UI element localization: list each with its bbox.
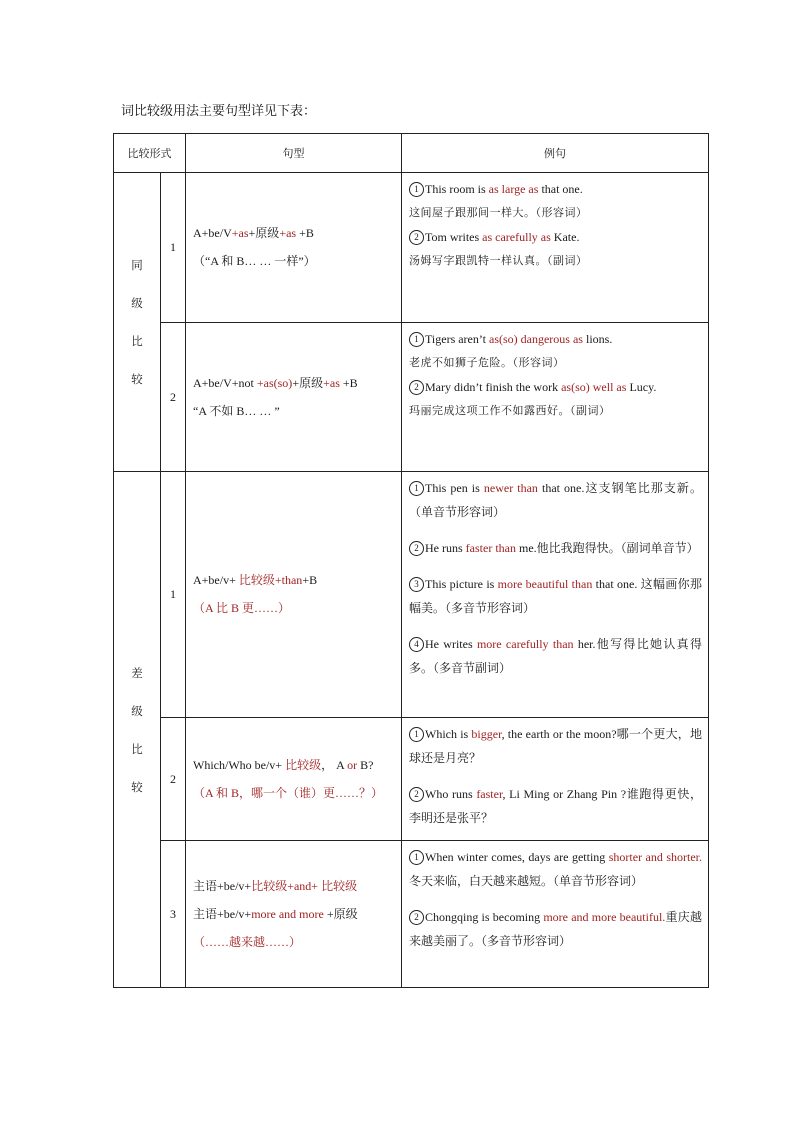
text-run: lions. [582, 332, 613, 346]
pattern-line [193, 224, 395, 243]
pattern-cell [186, 173, 402, 323]
example-cell [402, 718, 709, 841]
group-char: 级 [131, 296, 143, 310]
highlight-text: more and more [251, 906, 324, 921]
example-line [409, 177, 702, 201]
example-line [409, 632, 702, 680]
table-row [114, 472, 709, 718]
text-run: This picture is [425, 577, 498, 591]
circled-number: 1 [409, 850, 424, 865]
text-run: +B [302, 573, 318, 587]
group-char: 差 [131, 665, 143, 680]
pattern-line [193, 571, 395, 590]
row-number: 3 [161, 841, 186, 988]
highlight-text: 比较级 [285, 757, 322, 772]
example-line [409, 572, 702, 620]
text-run: 冬天来临，白天越来越短。（单音节形容词） [409, 874, 644, 888]
circled-number: 4 [409, 637, 424, 652]
text-run: Who runs [425, 787, 477, 801]
group-diff [114, 472, 161, 988]
example-line [409, 249, 702, 273]
circled-number: 1 [409, 727, 424, 742]
group-char: 同 [131, 258, 143, 272]
example-line [409, 399, 702, 423]
text-run: Chongqing is becoming [425, 910, 544, 924]
text-run: +原级 [292, 375, 324, 390]
circled-number: 1 [409, 182, 424, 197]
text-run: +原级 [323, 906, 358, 921]
text-run: 主语+be/v+ [193, 878, 252, 893]
example-cell [402, 323, 709, 472]
highlight-text: +as [279, 226, 297, 240]
text-run: that one. 这幅画你那幅美。（多音节形容词） [409, 577, 703, 615]
example-cell [402, 173, 709, 323]
header-example: 例句 [402, 134, 709, 173]
text-run: 汤姆写字跟凯特一样认真。（副词） [409, 255, 588, 267]
group-char: 比 [131, 334, 143, 348]
group-char: 比 [131, 741, 143, 756]
text-run: Tom writes [425, 230, 483, 244]
text-run: Which/Who be/v+ [193, 757, 286, 772]
example-line [409, 782, 702, 830]
highlight-text: +as [323, 375, 340, 390]
text-run: , the earth or the moon?哪一个更大，地球还是月亮？ [409, 727, 702, 765]
pattern-line [193, 374, 395, 393]
text-run: This room is [425, 182, 489, 196]
text-run: +原级 [248, 226, 280, 240]
example-line [409, 201, 702, 225]
circled-number: 1 [409, 332, 424, 347]
row-number: 1 [161, 472, 186, 718]
circled-number: 2 [409, 541, 424, 556]
highlight-text: （……越来越……） [193, 934, 302, 949]
example-line [409, 536, 702, 560]
highlight-text: as(so) well as [561, 380, 627, 394]
header-row [114, 134, 709, 173]
highlight-text: newer than [483, 481, 538, 495]
highlight-text: faster than [465, 541, 516, 555]
text-run: This pen is [425, 481, 484, 495]
text-run: Which is [425, 727, 472, 741]
text-run: A+be/V+not [193, 375, 257, 390]
pattern-line [193, 756, 395, 775]
text-run: +B [296, 226, 314, 240]
text-run: Mary didn’t finish the work [425, 380, 562, 394]
highlight-text: as large as [488, 182, 539, 196]
table-row [114, 718, 709, 841]
text-run: Tigers aren’t [425, 332, 489, 346]
example-line [409, 375, 702, 399]
text-run: 重庆越来越美丽了。（多音节形容词） [409, 910, 702, 948]
row-number: 1 [161, 173, 186, 323]
circled-number: 2 [409, 910, 424, 925]
example-line [409, 905, 702, 953]
highlight-text: （A 和 B，哪一个（谁）更……？） [193, 785, 384, 800]
pattern-line [193, 784, 395, 803]
text-run: He writes [425, 637, 477, 651]
pattern-cell [186, 718, 402, 841]
spacer [409, 770, 702, 782]
highlight-text: +as(so) [256, 375, 293, 390]
highlight-text: more and more beautiful. [543, 910, 666, 924]
row-number: 2 [161, 718, 186, 841]
text-run: He runs [425, 541, 466, 555]
highlight-text: more beautiful than [497, 577, 593, 591]
highlight-text: more carefully than [476, 637, 574, 651]
highlight-text: （A 比 B 更……） [193, 601, 291, 615]
text-run: A+be/V [193, 226, 232, 240]
pattern-line [193, 402, 395, 421]
text-run: 老虎不如狮子危险。（形容词） [409, 357, 565, 369]
pattern-cell [186, 841, 402, 988]
table-row [114, 173, 709, 323]
spacer [409, 620, 702, 632]
example-line [409, 845, 702, 893]
highlight-text: bigger [471, 727, 502, 741]
group-char: 较 [131, 372, 143, 386]
example-line [409, 476, 702, 524]
circled-number: 3 [409, 577, 424, 592]
text-run: 主语+be/v+ [193, 906, 252, 921]
highlight-text: or [347, 757, 358, 772]
highlight-text: faster [476, 787, 503, 801]
pattern-line [193, 933, 395, 952]
pattern-line [193, 905, 395, 924]
text-run: When winter comes, days are getting [425, 850, 609, 864]
example-line [409, 225, 702, 249]
text-run: （“A 和 B… … 一样”） [193, 254, 316, 268]
text-run: B? [357, 757, 374, 772]
text-run: that one. [538, 182, 583, 196]
comparative-table [113, 133, 709, 988]
text-run: A+be/v+ [193, 573, 239, 587]
pattern-cell [186, 323, 402, 472]
group-char: 级 [131, 703, 143, 718]
group-equal [114, 173, 161, 472]
circled-number: 2 [409, 230, 424, 245]
example-line [409, 351, 702, 375]
page-heading: 词比较级用法主要句型详见下表： [121, 104, 317, 119]
highlight-text: +as [231, 226, 249, 240]
group-char: 较 [131, 779, 143, 794]
text-run: “A 不如 B… … ” [193, 403, 280, 418]
table-row [114, 323, 709, 472]
table-row [114, 841, 709, 988]
text-run: me.他比我跑得快。（副词单音节） [515, 541, 699, 555]
pattern-line [193, 599, 395, 618]
header-pattern: 句型 [186, 134, 402, 173]
pattern-cell [186, 472, 402, 718]
text-run: 玛丽完成这项工作不如露西好。（副词） [409, 405, 611, 417]
spacer [409, 524, 702, 536]
circled-number: 2 [409, 787, 424, 802]
highlight-text: 比较级+than [238, 573, 303, 587]
text-run: 这间屋子跟那间一样大。（形容词） [409, 207, 588, 219]
highlight-text: shorter and shorter. [608, 850, 702, 864]
pattern-line [193, 252, 395, 271]
spacer [409, 560, 702, 572]
header-form: 比较形式 [114, 134, 186, 173]
circled-number: 2 [409, 380, 424, 395]
highlight-text: as carefully as [482, 230, 551, 244]
text-run: ， A [321, 757, 348, 772]
text-run: that one.这支钢笔比那支新。（单音节形容词） [409, 481, 702, 519]
example-line [409, 722, 702, 770]
example-cell [402, 472, 709, 718]
text-run: her.他写得比她认真得多。（多音节副词） [409, 637, 702, 675]
text-run: Lucy. [626, 380, 657, 394]
text-run: +B [339, 375, 358, 390]
highlight-text: as(so) dangerous as [489, 332, 583, 346]
text-run: Kate. [550, 230, 580, 244]
text-run: , Li Ming or Zhang Pin ?谁跑得更快，李明还是张平？ [409, 787, 703, 825]
spacer [409, 893, 702, 905]
pattern-line [193, 877, 395, 896]
example-line [409, 327, 702, 351]
row-number: 2 [161, 323, 186, 472]
circled-number: 1 [409, 481, 424, 496]
highlight-text: 比较级+and+ 比较级 [251, 878, 358, 893]
example-cell [402, 841, 709, 988]
